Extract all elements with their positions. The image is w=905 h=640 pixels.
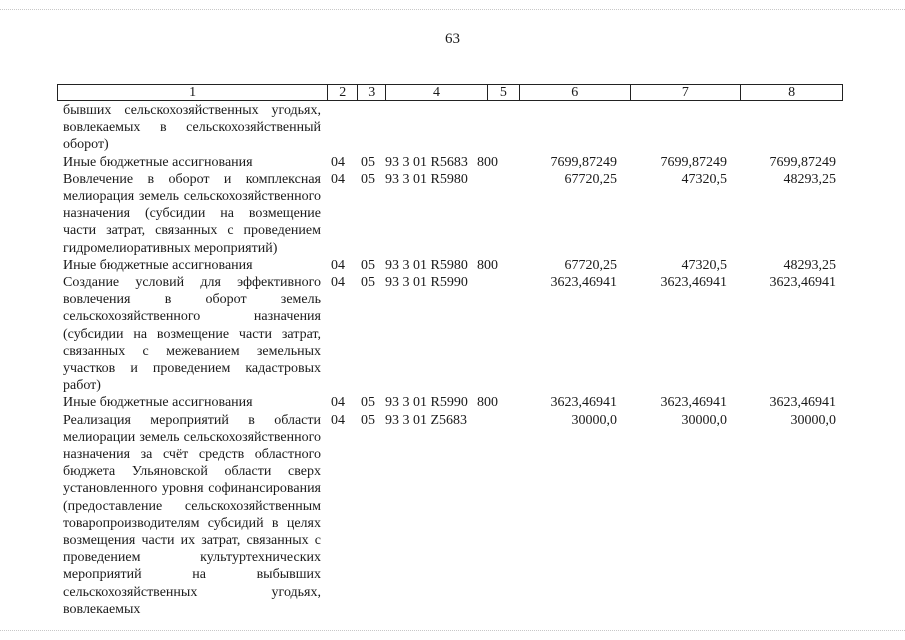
row-description: Вовлечение в оборот и комплексная мелиорация земель сельскохозяйственного назначения (субсидии на возмещение части затрат, связанных с проведением гидромелиоративных мероприятий) xyxy=(63,171,321,256)
row-section: 04 xyxy=(331,171,345,187)
row-section: 04 xyxy=(331,154,345,170)
row-description: бывших сельскохозяйственных угодьях, вовлекаемых в сельскохозяйственный оборот) xyxy=(63,103,321,153)
row-amount-col7: 3623,46941 xyxy=(660,395,727,411)
page-number: 63 xyxy=(445,31,460,47)
row-amount-col8: 3623,46941 xyxy=(769,275,836,291)
row-amount-col6 xyxy=(511,102,617,154)
row-amount-col8: 48293,25 xyxy=(783,257,836,273)
header-col-7: 7 xyxy=(630,85,741,100)
row-target-code: 93 3 01 R5980 xyxy=(385,171,468,187)
row-target-code: 93 3 01 Z5683 xyxy=(385,412,468,428)
row-target-code: 93 3 01 R5990 xyxy=(385,275,468,291)
row-amount-col7: 30000,0 xyxy=(681,412,727,428)
row-description: Создание условий для эффективного вовлечения в оборот земель сельскохозяйственного назначения (субсидии на возмещение части затрат, связанных с межеванием земельных участков и проведением кадастровых работ) xyxy=(63,275,321,394)
row-expense-type xyxy=(477,171,511,257)
row-amount-col6: 67720,25 xyxy=(564,171,617,187)
table-row xyxy=(63,102,843,154)
row-description: Реализация мероприятий в области мелиорации земель сельскохозяйственного назначения за счёт средств областного бюджета Ульяновской области сверх установленного уровня софинансирования (предоставление сельскохозяйственным товаропроизводителям субсидий в целях возмещения части их затрат, связанных с проведением культуртехнических мероприятий на выбывших сельскохозяйственных угодьях, вовлекаемых xyxy=(63,412,321,617)
row-subsection: 05 xyxy=(361,257,375,273)
row-amount-col7: 47320,5 xyxy=(681,257,727,273)
row-amount-col6: 67720,25 xyxy=(564,257,617,273)
row-section xyxy=(331,102,361,154)
row-amount-col8 xyxy=(727,102,836,154)
row-description: Иные бюджетные ассигнования xyxy=(63,395,253,411)
header-col-6: 6 xyxy=(519,85,630,100)
row-expense-type xyxy=(477,274,511,394)
row-description: Иные бюджетные ассигнования xyxy=(63,154,253,170)
row-expense-type xyxy=(477,412,511,618)
scan-edge-top xyxy=(0,9,905,10)
row-subsection: 05 xyxy=(361,395,375,411)
row-target-code: 93 3 01 R5683 xyxy=(385,154,468,170)
row-description: Иные бюджетные ассигнования xyxy=(63,257,253,273)
header-col-8: 8 xyxy=(740,85,842,100)
row-amount-col7: 7699,87249 xyxy=(660,154,727,170)
header-col-3: 3 xyxy=(357,85,385,100)
row-amount-col6: 7699,87249 xyxy=(550,154,617,170)
table-row xyxy=(63,257,843,274)
scan-edge-bottom xyxy=(0,630,905,631)
row-amount-col8: 7699,87249 xyxy=(769,154,836,170)
table-row xyxy=(63,412,843,618)
row-section: 04 xyxy=(331,275,345,291)
header-col-1: 1 xyxy=(189,85,197,100)
row-amount-col6: 3623,46941 xyxy=(550,275,617,291)
row-expense-type: 800 xyxy=(477,257,498,273)
row-amount-col6: 3623,46941 xyxy=(550,395,617,411)
row-amount-col8: 48293,25 xyxy=(783,171,836,187)
header-col-5: 5 xyxy=(487,85,519,100)
row-amount-col8: 30000,0 xyxy=(790,412,836,428)
row-expense-type: 800 xyxy=(477,395,498,411)
row-amount-col8: 3623,46941 xyxy=(769,395,836,411)
row-target-code: 93 3 01 R5990 xyxy=(385,395,468,411)
row-section: 04 xyxy=(331,412,345,428)
row-amount-col6: 30000,0 xyxy=(571,412,617,428)
row-subsection: 05 xyxy=(361,275,375,291)
row-target-code: 93 3 01 R5980 xyxy=(385,257,468,273)
row-subsection: 05 xyxy=(361,154,375,170)
row-amount-col7 xyxy=(617,102,727,154)
row-target-code xyxy=(385,102,477,154)
row-amount-col7: 47320,5 xyxy=(681,171,727,187)
row-expense-type: 800 xyxy=(477,154,498,170)
row-expense-type xyxy=(477,102,511,154)
table-row xyxy=(63,394,843,411)
table-header-row xyxy=(57,84,843,101)
row-subsection: 05 xyxy=(361,171,375,187)
table-row xyxy=(63,154,843,171)
row-subsection: 05 xyxy=(361,412,375,428)
row-subsection xyxy=(361,102,385,154)
row-amount-col7: 3623,46941 xyxy=(660,275,727,291)
table-row xyxy=(63,274,843,394)
table-body xyxy=(63,102,843,618)
header-col-2: 2 xyxy=(327,85,357,100)
header-col-4: 4 xyxy=(385,85,487,100)
table-row xyxy=(63,171,843,257)
row-section: 04 xyxy=(331,257,345,273)
row-section: 04 xyxy=(331,395,345,411)
